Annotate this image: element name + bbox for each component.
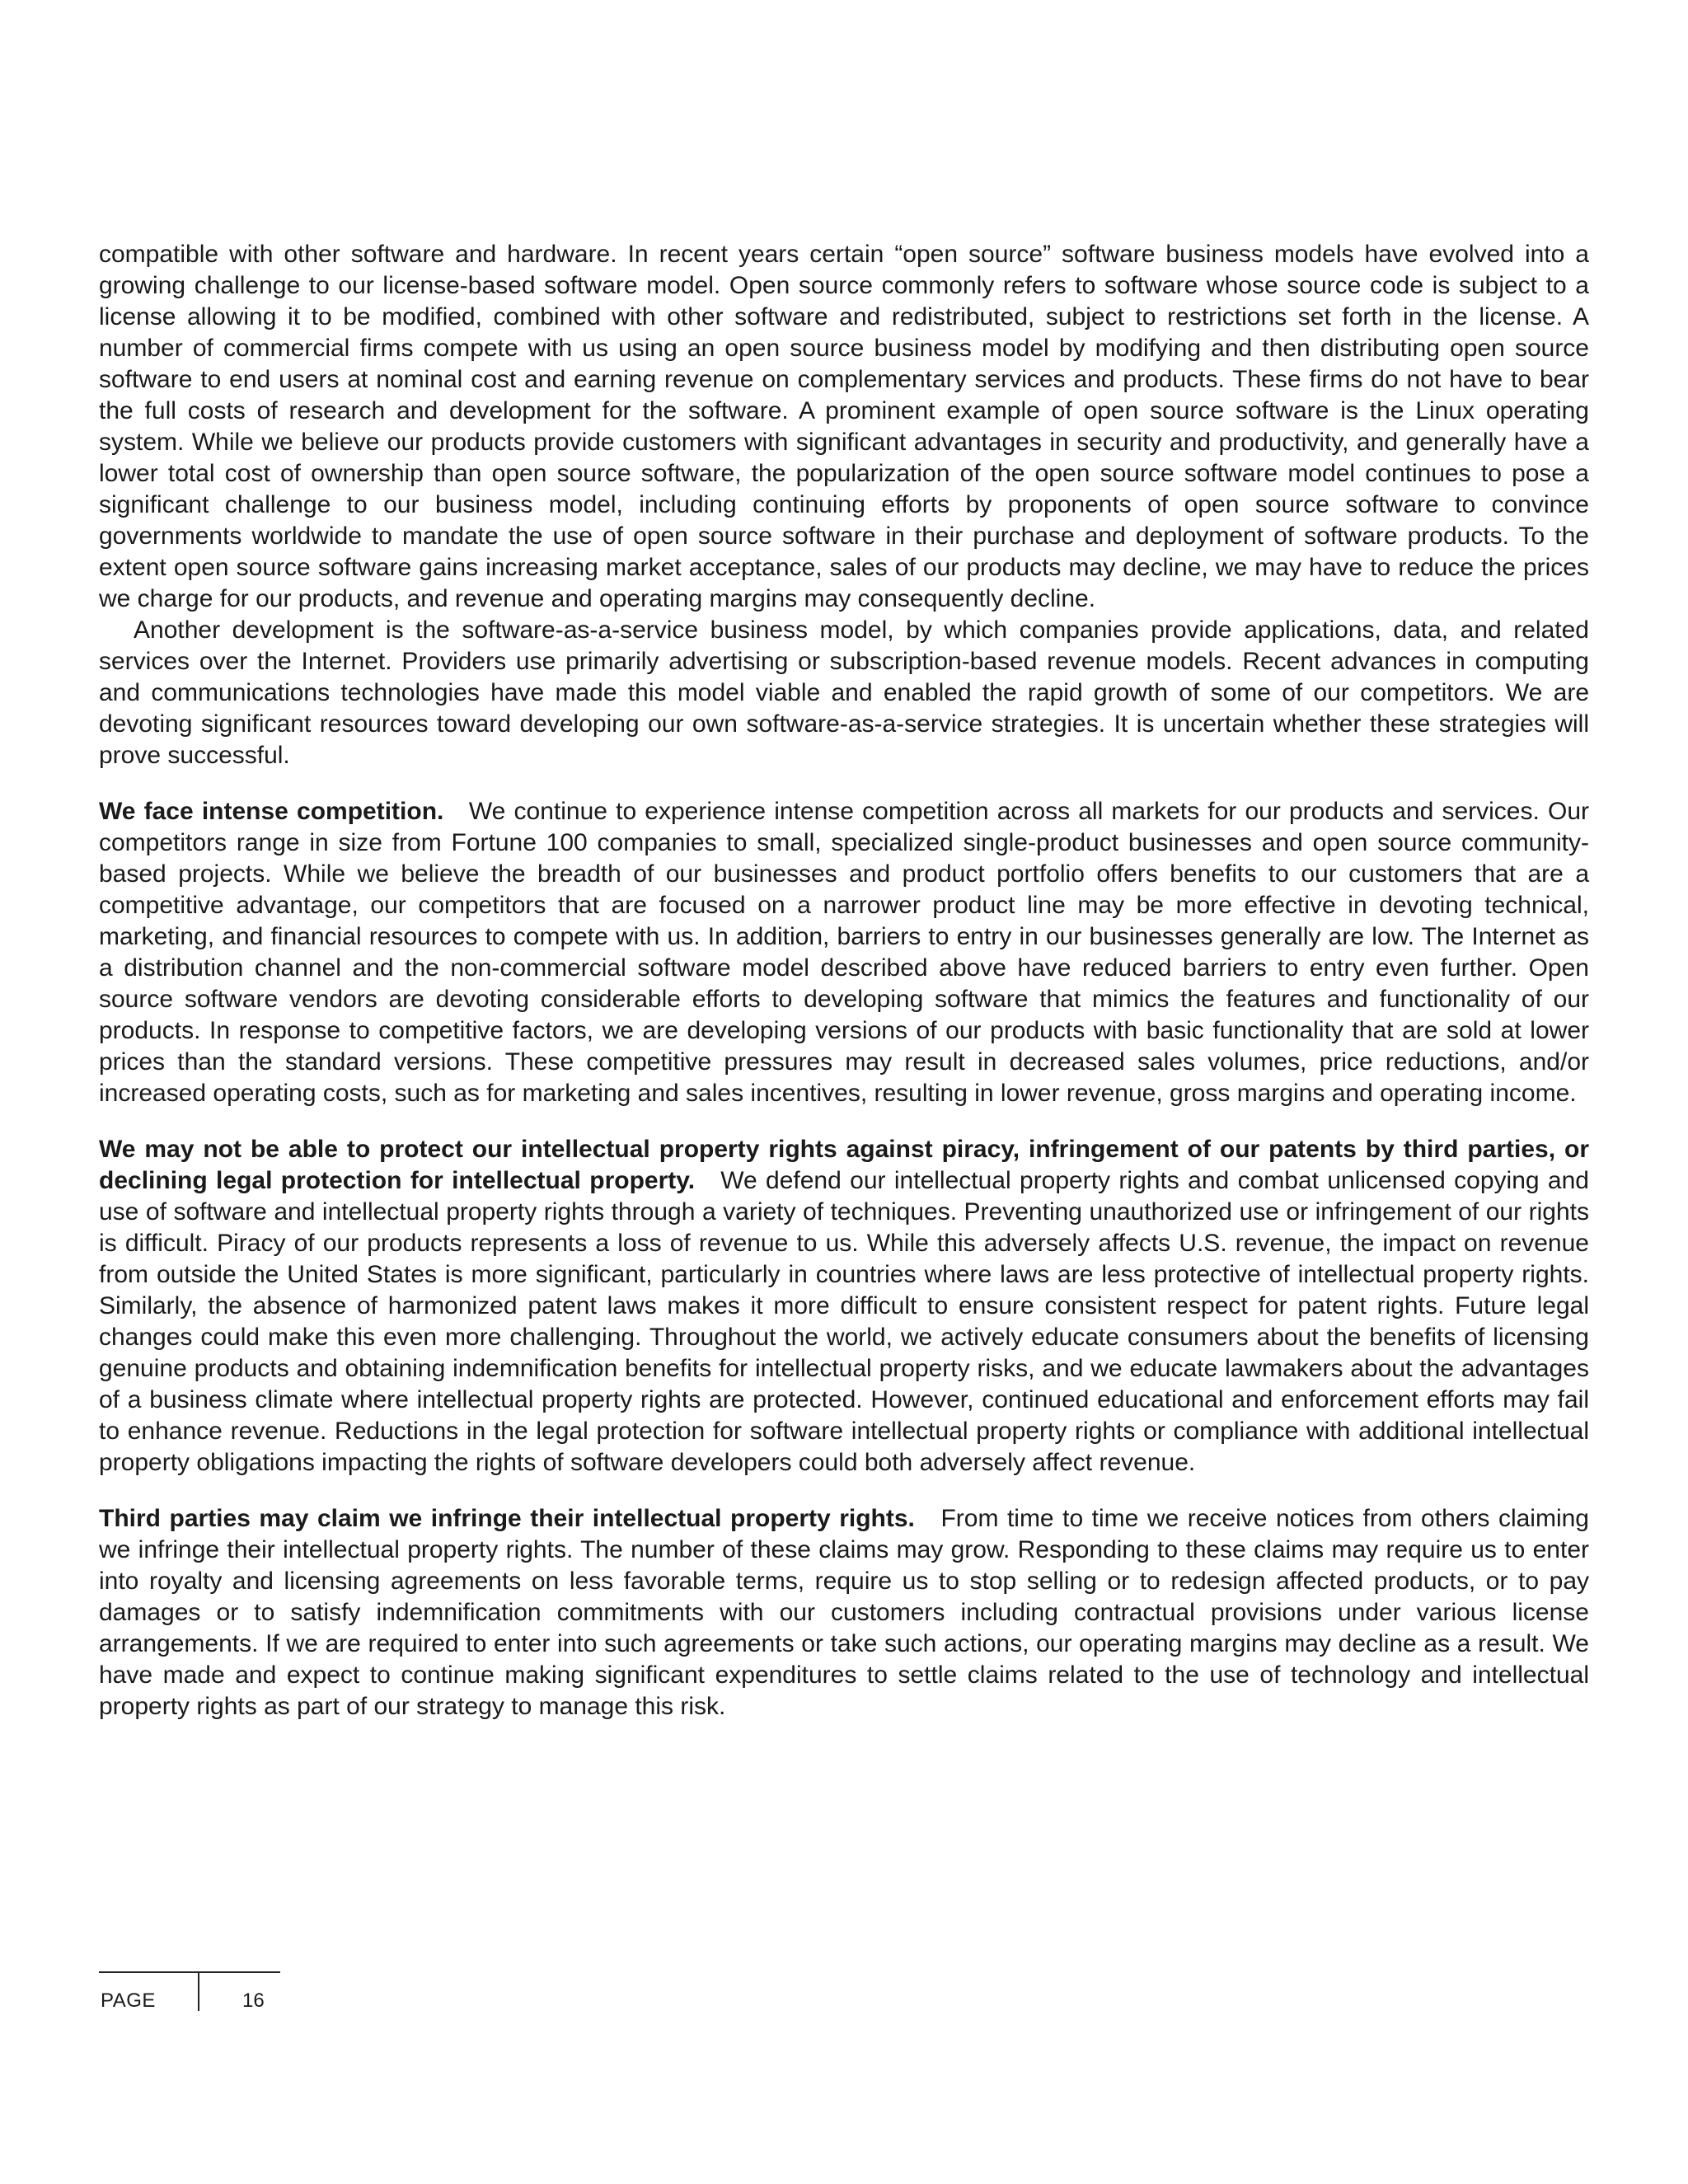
paragraph-software-as-a-service (99, 615, 1589, 771)
paragraph-text: We defend our intellectual property rights and combat unlicensed copying and use of software and intellectual property rights through a variety of techniques. Preventing unauthorized use or infringement of our rights is difficult. Piracy of our products represents a loss of revenue to us. While this adversely affects U.S. revenue, the impact on revenue from outside the United States is more significant, particularly in countries where laws are less protective of intellectual property rights. Similarly, the absence of harmonized patent laws makes it more difficult to ensure consistent respect for patent rights. Future legal changes could make this even more challenging. Throughout the world, we actively educate consumers about the benefits of licensing genuine products and obtaining indemnification benefits for intellectual property risks, and we educate lawmakers about the advantages of a business climate where intellectual property rights are protected. However, continued educational and enforcement efforts may fail to enhance revenue. Reductions in the legal protection for software intellectual property rights or compliance with additional intellectual property obligations impacting the rights of software developers could both adversely affect revenue. (99, 1167, 1589, 1476)
page-footer (99, 1971, 280, 2011)
paragraph-text: Another development is the software-as-a-service business model, by which companies provide applications, data, and related services over the Internet. Providers use primarily advertising or subscription-based revenue models. Recent advances in computing and communications technologies have made this model viable and enabled the rapid growth of some of our competitors. We are devoting significant resources toward developing our own software-as-a-service strategies. It is uncertain whether these strategies will prove successful. (99, 616, 1589, 769)
paragraph-third-party-claims (99, 1503, 1589, 1722)
paragraph-text: We continue to experience intense competition across all markets for our products and services. Our competitors range in size from Fortune 100 companies to small, specialized single-product businesses and open source community-based projects. While we believe the breadth of our businesses and product portfolio offers benefits to our customers that are a competitive advantage, our competitors that are focused on a narrower product line may be more effective in devoting technical, marketing, and financial resources to compete with us. In addition, barriers to entry in our businesses generally are low. The Internet as a distribution channel and the non-commercial software model described above have reduced barriers to entry even further. Open source software vendors are devoting considerable efforts to developing software that mimics the features and functionality of our products. In response to competitive factors, we are developing versions of our products with basic functionality that are sold at lower prices than the standard versions. These competitive pressures may result in decreased sales volumes, price reductions, and/or increased operating costs, such as for marketing and sales incentives, resulting in lower revenue, gross margins and operating income. (99, 798, 1589, 1107)
paragraph-open-source (99, 239, 1589, 615)
paragraph-text: From time to time we receive notices from others claiming we infringe their intellectual property rights. The number of these claims may grow. Responding to these claims may require us to enter into royalty and licensing agreements on less favorable terms, require us to stop selling or to redesign affected products, or to pay damages or to satisfy indemnification commitments with our customers including contractual provisions under various license arrangements. If we are required to enter into such agreements or take such actions, our operating margins may decline as a result. We have made and expect to continue making significant expenditures to settle claims related to the use of technology and intellectual property rights as part of our strategy to manage this risk. (99, 1505, 1589, 1720)
paragraph-text: compatible with other software and hardware. In recent years certain “open source” software business models have evolved into a growing challenge to our license-based software model. Open source commonly refers to software whose source code is subject to a license allowing it to be modified, combined with other software and redistributed, subject to restrictions set forth in the license. A number of commercial firms compete with us using an open source business model by modifying and then distributing open source software to end users at nominal cost and earning revenue on complementary services and products. These firms do not have to bear the full costs of research and development for the software. A prominent example of open source software is the Linux operating system. While we believe our products provide customers with significant advantages in security and productivity, and generally have a lower total cost of ownership than open source software, the popularization of the open source software model continues to pose a significant challenge to our business model, including continuing efforts by proponents of open source software to convince governments worldwide to mandate the use of open source software in their purchase and deployment of software products. To the extent open source software gains increasing market acceptance, sales of our products may decline, we may have to reduce the prices we charge for our products, and revenue and operating margins may consequently decline. (99, 241, 1589, 612)
footer-page-number: 16 (242, 1990, 265, 2012)
paragraph-intense-competition (99, 796, 1589, 1109)
footer-divider (198, 1971, 199, 2011)
paragraph-heading: We face intense competition. (99, 798, 444, 825)
paragraph-heading: We may not be able to protect our intellectual property rights against piracy, infringement of our patents by third parties, or declining legal protection for intellectual property. (99, 1136, 1589, 1194)
paragraph-protect-ip (99, 1134, 1589, 1479)
footer-page-label: PAGE (101, 1990, 156, 2012)
footer-rule (99, 1971, 280, 1973)
document-body (99, 239, 1589, 1747)
paragraph-heading: Third parties may claim we infringe their intellectual property rights. (99, 1505, 915, 1532)
